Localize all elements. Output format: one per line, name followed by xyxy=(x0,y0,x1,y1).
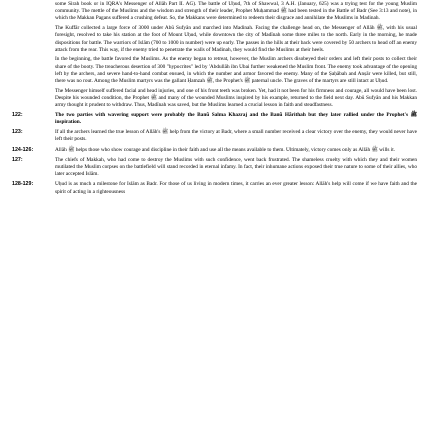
footnote-128-129 xyxy=(12,181,417,195)
footnote-122 xyxy=(12,112,417,126)
footnotes xyxy=(12,112,417,196)
footnote-number: 128-129: xyxy=(12,181,34,188)
paragraph-3: In the beginning, the battle favored the Muslims. As the enemy began to retreat, however, the Muslim archers disobeyed their orders and left their posts to collect their share of the booty. The treacherous desertion of 300 "hypocrites" led by 'Abdullāh ibn Ubai further weakened the Muslim front. The enemy took advantage of the opening left by the archers, and severe hand-to-hand combat ensued, in which the number and armor favored the enemy. Many of the Ṣaḥābah and Anṣār were killed, but still, there was no rout. Among the Muslim martyrs was the gallant Ḥamzah ﷺ, the Prophet's ﷺ paternal uncle. The graves of the martyrs are still intact at Uḥud. xyxy=(55,56,417,85)
footnote-number: 124-126: xyxy=(12,146,34,153)
footnote-text: The two parties with wavering support were probably the Banū Salma Khazraj and the Banū Hārithah but they later rallied under the Prophet's ﷺ inspiration. xyxy=(55,111,417,126)
document-page xyxy=(0,1,430,431)
paragraph-4: The Messenger himself suffered facial and head injuries, and one of his front teeth was broken. Yet, had it not been for his firmness and courage, all would have been lost. Despite his wounded condition, the Prophet ﷺ and many of the wounded Muslims inspired by his example, returned to the field next day. Abū Sufyān and his Makkan army thought it prudent to withdraw. Thus, Madīnah was saved, but the Muslims learned a crucial lesson in faith and steadfastness. xyxy=(55,87,417,109)
footnote-127 xyxy=(12,157,417,179)
footnote-number: 122: xyxy=(12,111,23,118)
paragraph-1: some Sirah book or in IQRA's Messenger of Allāh Part II. AG). The battle of Uḥud, 7th of Shawwal, 3 A.H. (January, 625) was a trying test for the young Muslim community. The mettle of the Muslims and the wisdom and strength of their leader, Prophet Muḥammad ﷺ had been tested in the Battle of Badr (See 3:13 and note), in which the Makkan Pagans suffered a crushing defeat. So, the Makkans were determined to redeem their disgrace and annihilate the Muslims in Madinah. xyxy=(55,1,417,22)
footnote-124-126 xyxy=(12,147,417,154)
footnote-text: Allāh ﷺ helps those who show courage and discipline in their faith and use all the means available to them. Ultimately, victory comes only as Allāh ﷺ wills it. xyxy=(55,146,396,153)
footnote-number: 127: xyxy=(12,156,23,163)
paragraph-2: The Kuffār collected a large force of 3000 under Abū Sufyān and marched into Madinah. Facing the challenge head on, the Messenger of Allāh ﷺ, with his usual foresight, resolved to take his station at the foot of Mount Uḥud, while downtown the city of Madīnah some three miles to the north. Early in the morning, he made dispositions for battle. The warriors of Islām (700 to 1000 in number) were up early. The passes in the hills at their back were covered by 50 archers to head off an enemy attack from the rear. This way, if the enemy tried to penetrate the walls of Madinah, they would find the Muslims at their heels. xyxy=(55,25,418,53)
footnote-text: The chiefs of Makkah, who had come to destroy the Muslims with such confidence, went back frustrated. The shameless cruelty with which they and their women mutilated the Muslim corpses on the battlefield will stand recorded in eternal infamy. In fact, their inhumane actions exposed their true nature to some of their allies, who later accepted Islām. xyxy=(55,156,417,178)
footnote-text: If all the archers learned the true lesson of Allāh's ﷺ help from the victory at Badr, where a small number received a clear victory over the enemy, they would never have left their posts. xyxy=(55,129,418,143)
footnote-123 xyxy=(12,129,417,143)
footnote-number: 123: xyxy=(12,129,23,136)
footnote-text: Uḥud is as much a milestone for Islām as Badr. For those of us living in modern times, it carries an ever greater lesson: Allāh's help will come if we have faith and the spirit of acting in a righteousness xyxy=(55,181,417,195)
commentary-body xyxy=(55,1,417,109)
